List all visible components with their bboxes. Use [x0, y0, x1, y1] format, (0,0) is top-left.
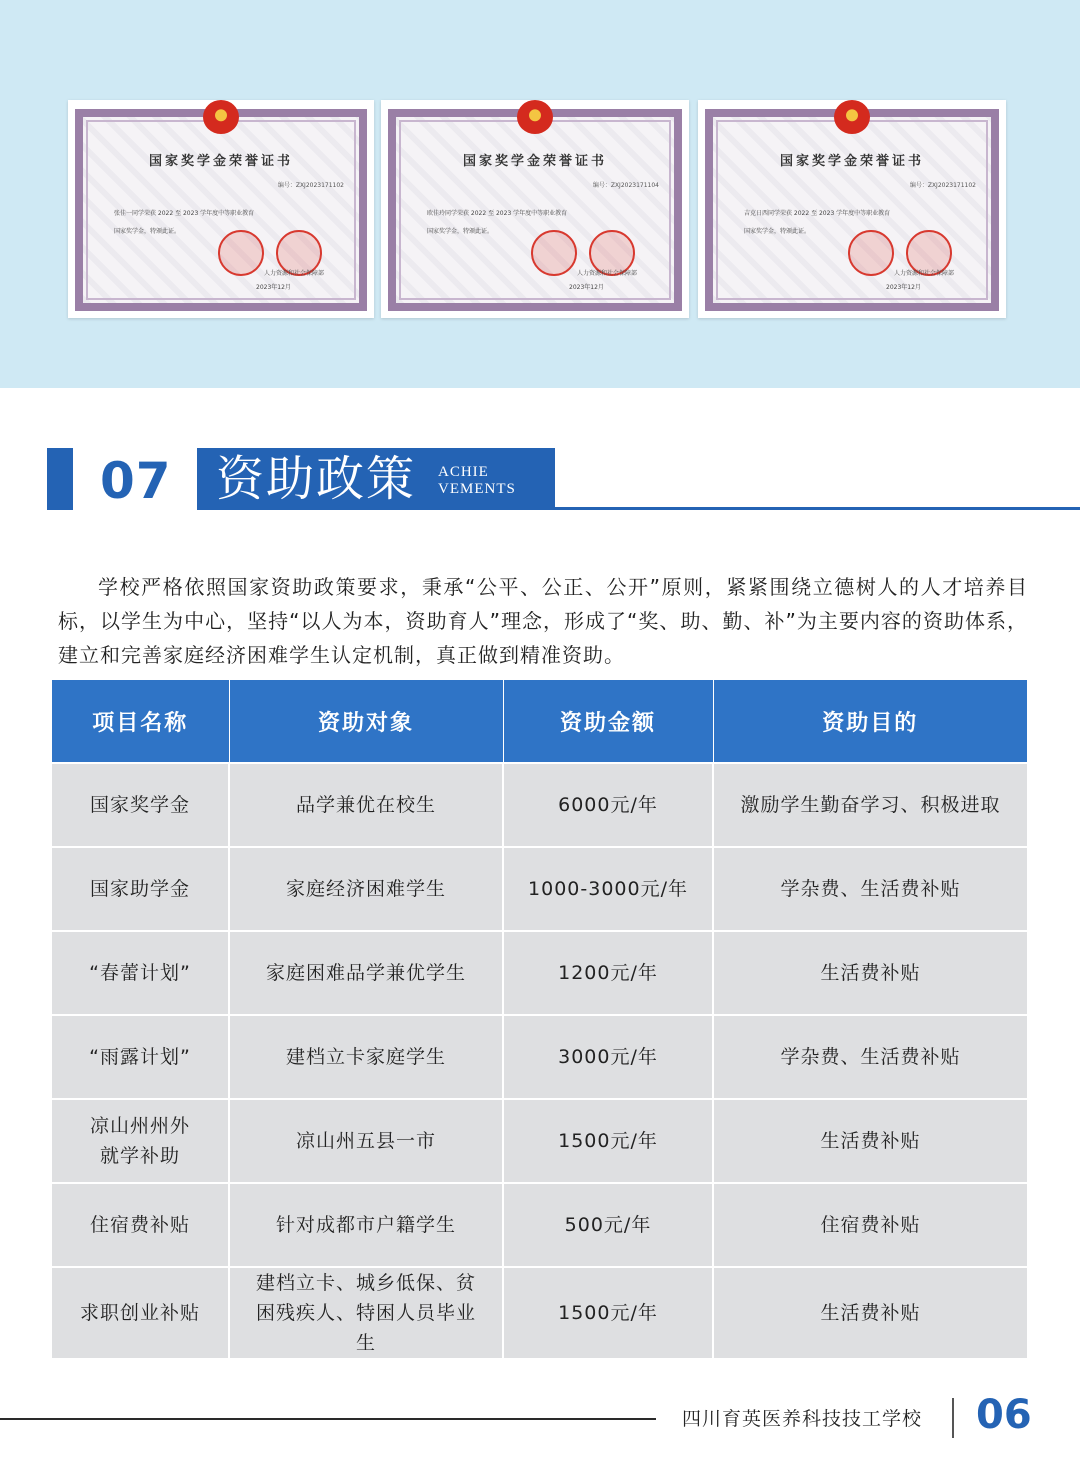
table-cell: 家庭经济困难学生 [229, 847, 503, 931]
table-cell: “雨露计划” [52, 1015, 229, 1099]
certificate-serial: 编号：ZXJ2023171104 [592, 182, 659, 189]
certificate-issuer: 人力资源和社会保障部 [894, 270, 955, 277]
certificate-image [698, 100, 1006, 318]
certificate-date: 2023年12月 [569, 284, 604, 291]
footer-school-name: 四川育英医养科技技工学校 [682, 1408, 923, 1430]
table-cell: 生活费补贴 [713, 1099, 1027, 1183]
table-row [52, 1099, 1027, 1183]
certificate-title: 国家奖学金荣誉证书 [148, 154, 293, 169]
certificate-serial: 编号：ZXJ2023171102 [909, 182, 976, 189]
table-row [52, 1267, 1027, 1358]
red-seal-icon [218, 230, 264, 276]
section-subtitle [438, 464, 548, 498]
table-cell: 生活费补贴 [713, 931, 1027, 1015]
table-cell: 1500元/年 [503, 1099, 713, 1183]
certificate-text: 吉克日西同学荣获 2022 至 2023 学年度中等职业教育 [744, 210, 891, 217]
column-header: 资助对象 [229, 680, 503, 763]
table-cell: 品学兼优在校生 [229, 763, 503, 847]
table-cell: 建档立卡、城乡低保、贫困残疾人、特困人员毕业生 [229, 1267, 503, 1358]
section-accent-bar [47, 448, 73, 510]
certificate-text: 国家奖学金，特颁此证。 [744, 228, 811, 235]
column-header: 项目名称 [52, 680, 229, 763]
red-seal-icon [531, 230, 577, 276]
column-header: 资助金额 [503, 680, 713, 763]
table-cell: 500元/年 [503, 1183, 713, 1267]
table-row [52, 1183, 1027, 1267]
table-row [52, 763, 1027, 847]
table-row [52, 847, 1027, 931]
intro-paragraph: 学校严格依照国家资助政策要求，秉承“公平、公正、公开”原则，紧紧围绕立德树人的人才培养目标，以学生为中心，坚持“以人为本，资助育人”理念，形成了“奖、助、勤、补”为主要内容的资助体系，建立和完善家庭经济困难学生认定机制，真正做到精准资助。 [58, 575, 1028, 667]
section-number: 07 [100, 452, 172, 510]
table-cell: 国家助学金 [52, 847, 229, 931]
certificate-text: 张佳一同学荣获 2022 至 2023 学年度中等职业教育 [114, 210, 255, 217]
national-emblem-icon [517, 100, 553, 134]
table-cell: 6000元/年 [503, 763, 713, 847]
funding-table [52, 680, 1027, 1358]
table-cell: 针对成都市户籍学生 [229, 1183, 503, 1267]
certificate-date: 2023年12月 [256, 284, 291, 291]
red-seal-icon [848, 230, 894, 276]
certificate-text: 欧佳玲同学荣获 2022 至 2023 学年度中等职业教育 [427, 210, 568, 217]
table-cell: 家庭困难品学兼优学生 [229, 931, 503, 1015]
certificate-title: 国家奖学金荣誉证书 [462, 154, 607, 169]
table-cell: 学杂费、生活费补贴 [713, 847, 1027, 931]
footer-rule [0, 1418, 656, 1420]
table-cell: 凉山州五县一市 [229, 1099, 503, 1183]
section-subtitle-line: ACHIE [438, 464, 489, 480]
certificate-text: 国家奖学金，特颁此证。 [114, 228, 181, 235]
certificate-image [68, 100, 374, 318]
table-cell: 凉山州州外就学补助 [52, 1099, 229, 1183]
certificate-title: 国家奖学金荣誉证书 [779, 154, 924, 169]
table-cell: 住宿费补贴 [52, 1183, 229, 1267]
section-subtitle-line: VEMENTS [438, 481, 516, 497]
table-cell: 国家奖学金 [52, 763, 229, 847]
table-header-row [52, 680, 1027, 763]
table-cell: 激励学生勤奋学习、积极进取 [713, 763, 1027, 847]
page-number: 06 [976, 1392, 1032, 1438]
table-cell: 3000元/年 [503, 1015, 713, 1099]
table-cell: 建档立卡家庭学生 [229, 1015, 503, 1099]
certificate-date: 2023年12月 [886, 284, 921, 291]
table-cell: 求职创业补贴 [52, 1267, 229, 1358]
table-cell: 1000-3000元/年 [503, 847, 713, 931]
national-emblem-icon [203, 100, 239, 134]
section-rule [197, 507, 1080, 510]
certificate-image [381, 100, 689, 318]
certificate-text: 国家奖学金，特颁此证。 [427, 228, 494, 235]
certificate-issuer: 人力资源和社会保障部 [264, 270, 325, 277]
table-cell: “春蕾计划” [52, 931, 229, 1015]
table-cell: 生活费补贴 [713, 1267, 1027, 1358]
table-row [52, 931, 1027, 1015]
table-row [52, 1015, 1027, 1099]
table-cell: 1500元/年 [503, 1267, 713, 1358]
certificate-issuer: 人力资源和社会保障部 [577, 270, 638, 277]
national-emblem-icon [834, 100, 870, 134]
footer-divider [952, 1398, 954, 1438]
section-title: 资助政策 [216, 451, 417, 507]
column-header: 资助目的 [713, 680, 1027, 763]
table-cell: 1200元/年 [503, 931, 713, 1015]
table-cell: 学杂费、生活费补贴 [713, 1015, 1027, 1099]
certificate-serial: 编号：ZXJ2023171102 [277, 182, 344, 189]
table-cell: 住宿费补贴 [713, 1183, 1027, 1267]
